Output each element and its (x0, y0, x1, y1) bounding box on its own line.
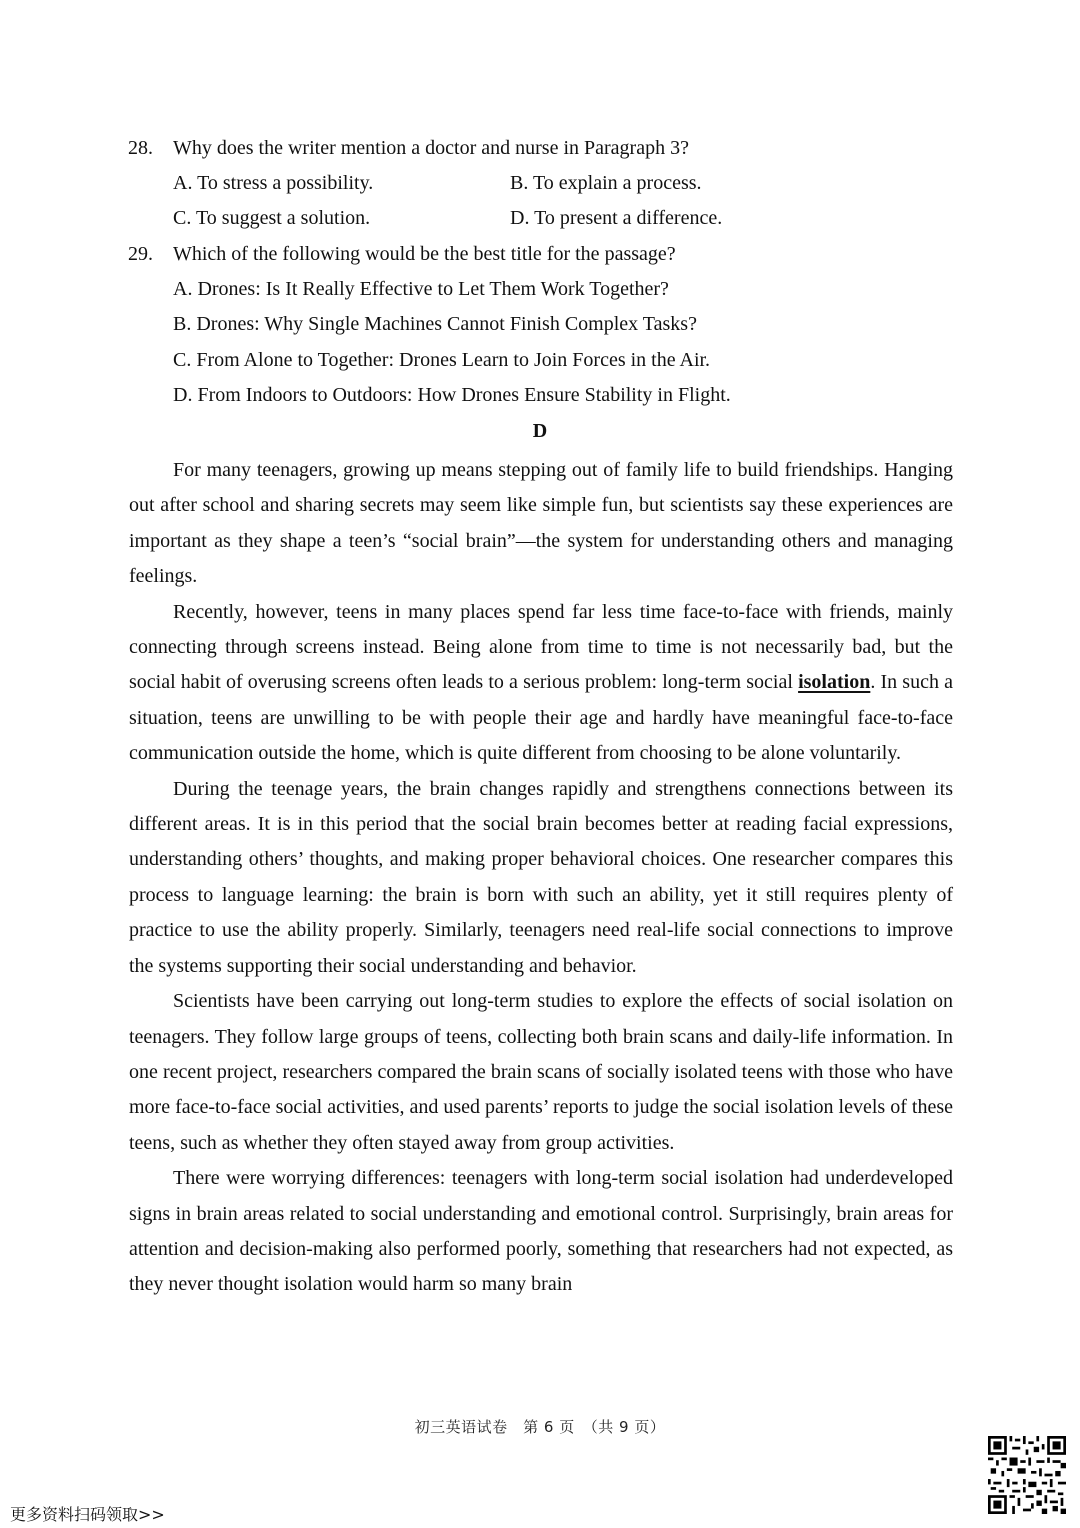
paragraph-2-text-b: . In such a situation, teens are unwilling to be with people their age and hardly have meaningful face-to-face communication outside the home, which is quite different from choosing to be alone voluntarily. (129, 671, 953, 765)
option-29-d: D. From Indoors to Outdoors: How Drones Ensure Stability in Flight. (173, 384, 731, 406)
section-heading: D (532, 420, 548, 442)
paragraph-2 (129, 595, 953, 772)
underlined-word: isolation (798, 671, 871, 694)
paragraph-4: Scientists have been carrying out long-term studies to explore the effects of social isolation on teenagers. They follow large groups of teens, collecting both brain scans and daily-life information. In one recent project, researchers compared the brain scans of socially isolated teens with those who have more face-to-face social activities, and used parents’ reports to judge the social isolation levels of these teens, such as whether they often stayed away from group activities. (129, 990, 953, 1154)
paragraph-3: During the teenage years, the brain changes rapidly and strengthens connections between its different areas. It is in this period that the social brain becomes better at reading facial expressions, understanding others’ thoughts, and making proper behavioral choices. One researcher compares this process to language learning: the brain is born with such an ability, yet it still requires plenty of practice to use the ability properly. Similarly, teenagers need real-life social connections to improve the systems supporting their social understanding and behavior. (129, 777, 953, 977)
option-28-d: D. To present a difference. (510, 207, 723, 229)
paragraph-1: For many teenagers, growing up means stepping out of family life to build friendships. Hanging out after school and sharing secrets may seem like simple fun, but scientists say these experiences are important as they shape a teen’s “social brain”—the system for understanding others and managing feelings. (129, 459, 953, 588)
page-footer: 初三英语试卷 第 6 页 （共 9 页） (414, 1418, 666, 1436)
option-28-c: C. To suggest a solution. (173, 207, 371, 229)
reading-passage (129, 453, 953, 1303)
question-stem: Why does the writer mention a doctor and nurse in Paragraph 3? (173, 137, 689, 159)
more-resources-link[interactable]: 更多资料扫码领取>> (10, 1505, 165, 1524)
paragraph-5: There were worrying differences: teenagers with long-term social isolation had underdeveloped signs in brain areas related to social understanding and emotional control. Surprisingly, brain areas for attention and decision-making also performed poorly, something that researchers had not expected, as they never thought isolation would harm so many brain (129, 1167, 953, 1296)
option-29-b: B. Drones: Why Single Machines Cannot Finish Complex Tasks? (173, 313, 697, 335)
question-number: 29. (128, 243, 153, 265)
question-stem: Which of the following would be the best title for the passage? (173, 243, 676, 265)
question-28 (128, 136, 958, 160)
option-28-b: B. To explain a process. (510, 172, 702, 194)
question-number: 28. (128, 137, 153, 159)
question-29 (128, 242, 958, 266)
option-29-c: C. From Alone to Together: Drones Learn to Join Forces in the Air. (173, 349, 711, 371)
paragraph-2-text-a: Recently, however, teens in many places spend far less time face-to-face with friends, mainly connecting through screens instead. Being alone from time to time is not necessarily bad, but the social habit of overusing screens often leads to a serious problem: long-term social (129, 600, 953, 694)
option-29-a: A. Drones: Is It Really Effective to Let Them Work Together? (173, 278, 669, 300)
option-28-a: A. To stress a possibility. (173, 172, 374, 194)
qr-code-icon[interactable] (988, 1436, 1066, 1514)
